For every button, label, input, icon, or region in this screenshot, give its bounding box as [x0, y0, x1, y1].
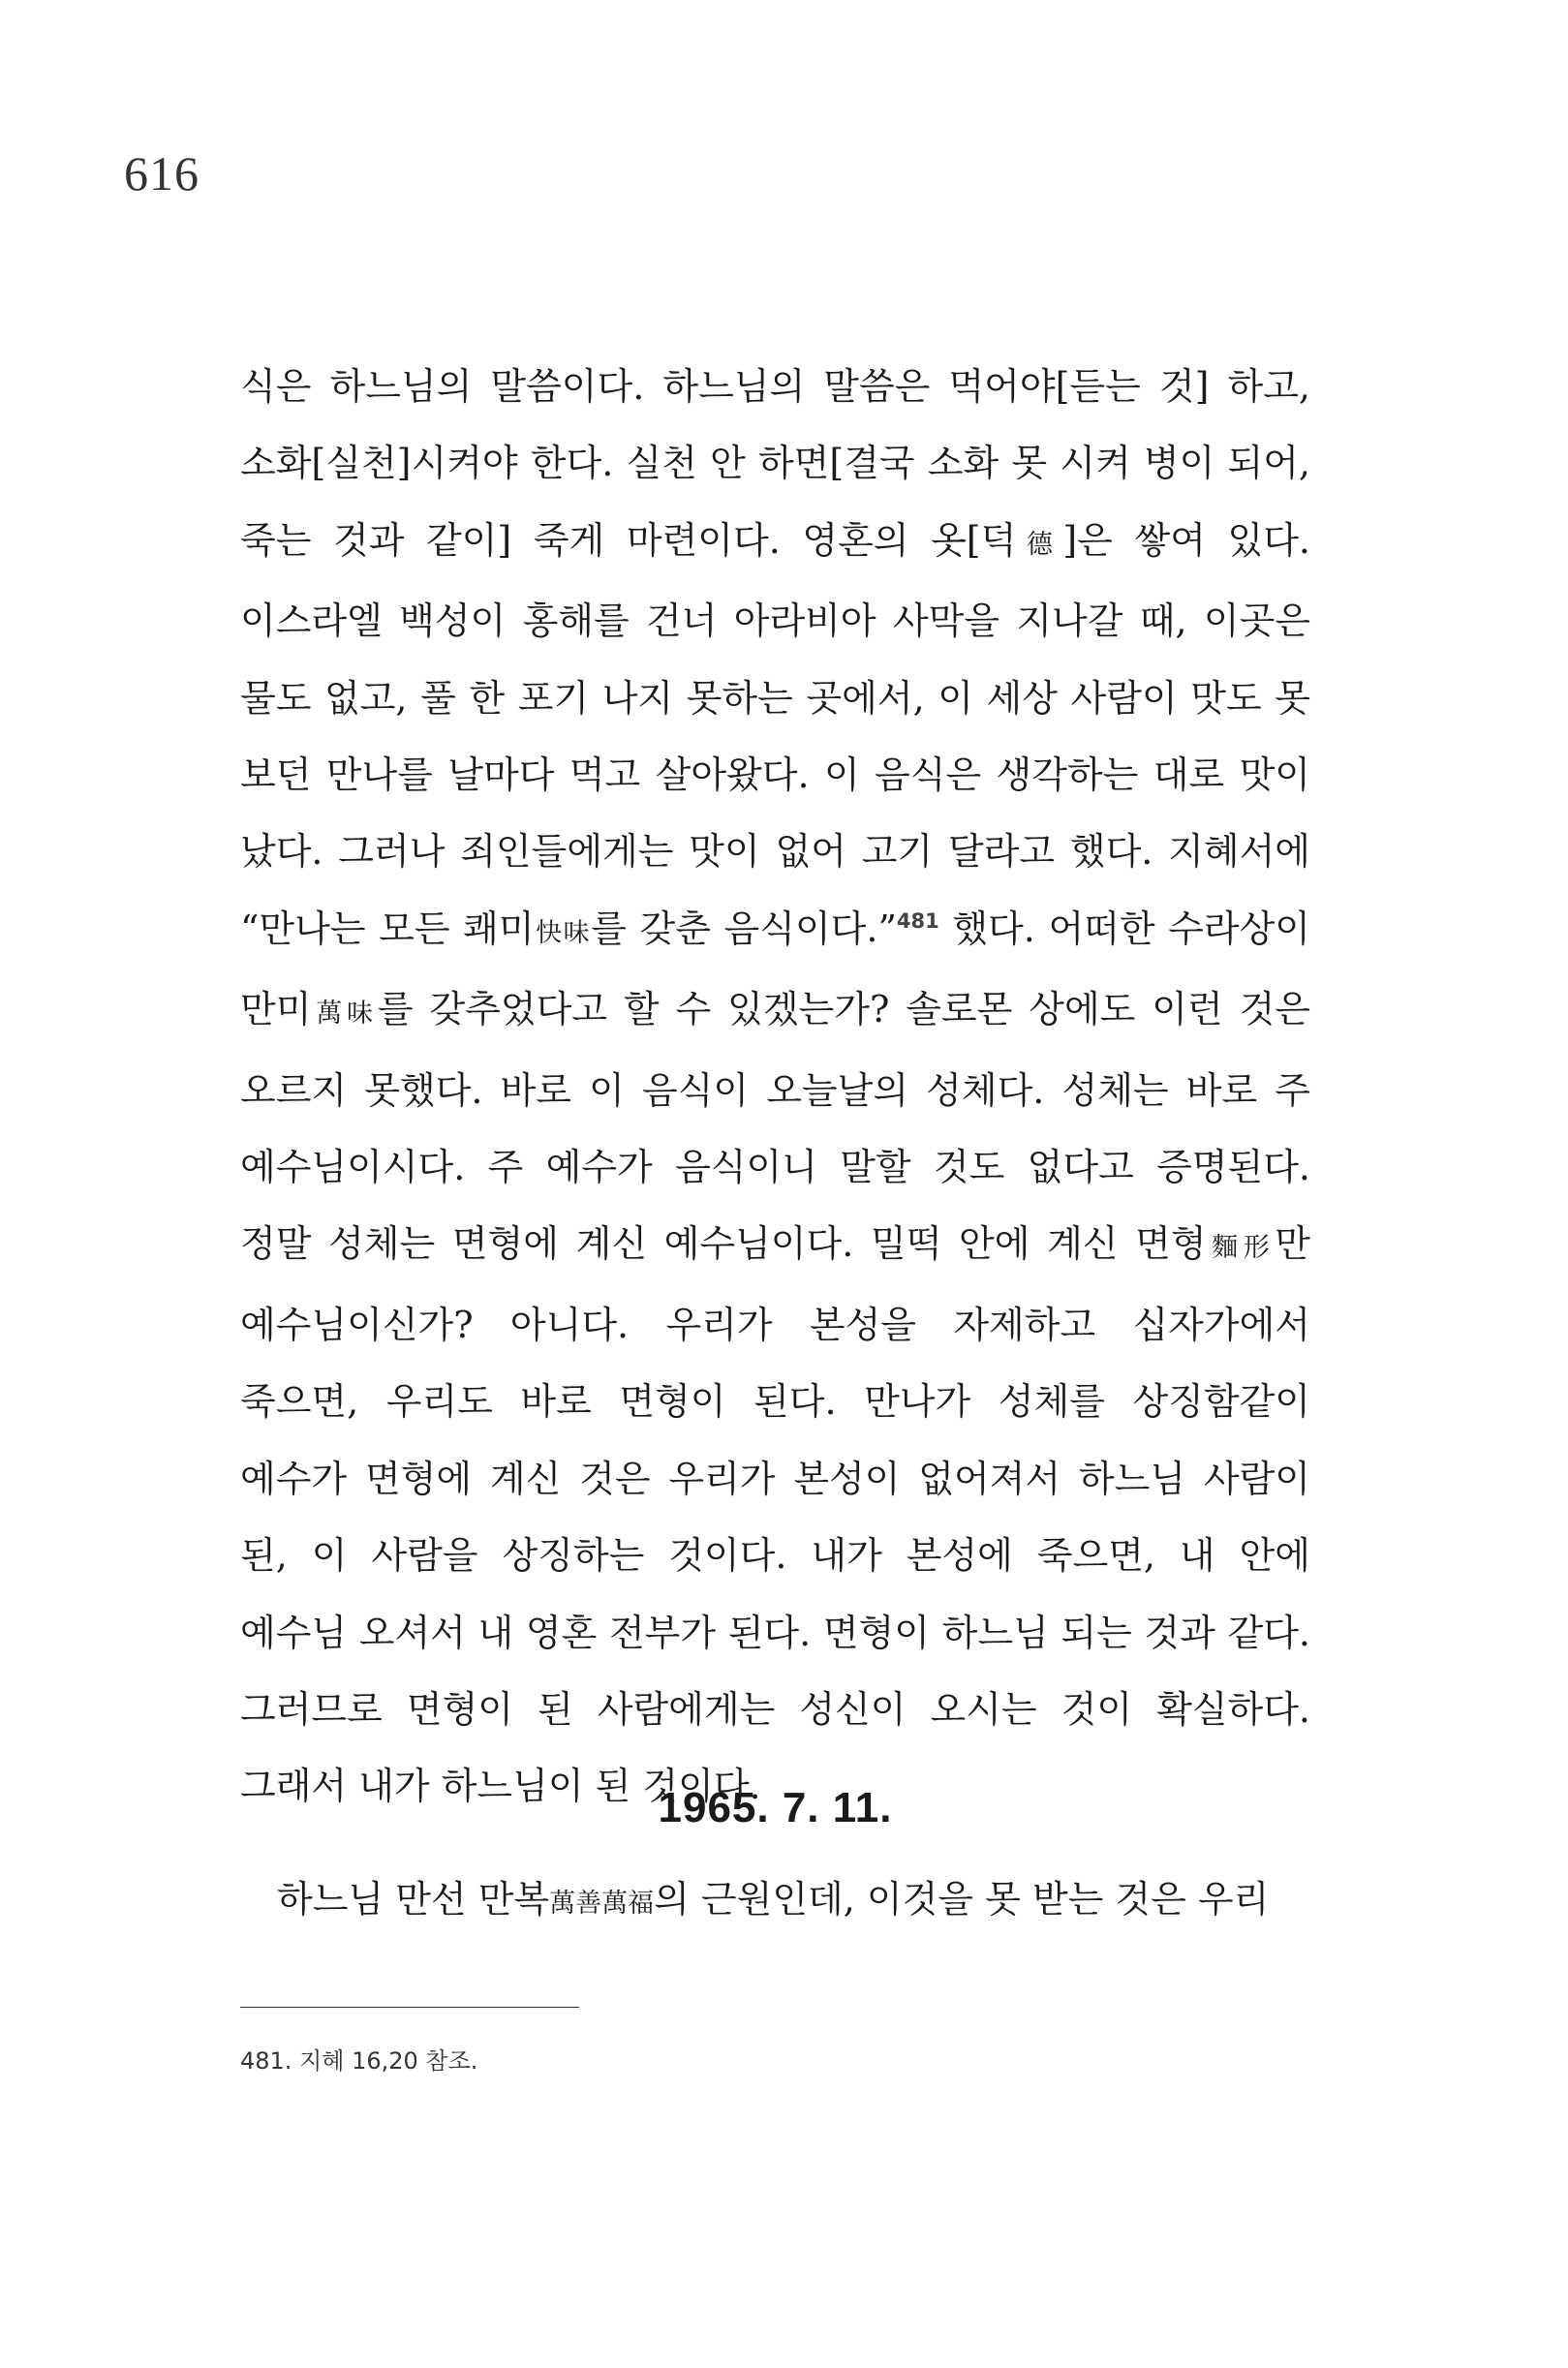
body-paragraph: [240, 349, 1310, 1826]
footnote: 481. 지혜 16,20 참조.: [240, 2047, 478, 2075]
hanja-gloss: 麵形: [1206, 1233, 1276, 1264]
page-number: 616: [124, 146, 200, 200]
body-text-segment: 를 갖추었다고 할 수 있겠는가? 솔로몬 상에도 이런 것은 오르지 못했다. 바로 이 음식이 오늘날의 성체다. 성체는 바로 주 예수님이시다. 주 예수가 음식이니 말할 것도 없다고 증명된다. 정말 성체는 면형에 계신 예수님이다. 밀떡 안에 계신 면형: [240, 988, 1310, 1266]
body-text-segment: 만 예수님이신가? 아니다. 우리가 본성을 자제하고 십자가에서 죽으면, 우리도 바로 면형이 된다. 만나가 성체를 상징함같이 예수가 면형에 계신 것은 우리가 본성이 없어져서 하느님 사람이 된, 이 사람을 상징하는 것이다. 내가 본성에 죽으면, 내 안에 예수님 오셔서 내 영혼 전부가 된다. 면형이 하느님 되는 것과 같다. 그러므로 면형이 된 사람에게는 성신이 오시는 것이 확실하다. 그래서 내가 하느님이 된 것이다.: [240, 1222, 1311, 1808]
date-heading: 1965. 7. 11.: [658, 1784, 893, 1831]
hanja-gloss: 快味: [534, 917, 592, 948]
body-text-segment: 식은 하느님의 말씀이다. 하느님의 말씀은 먹어야[듣는 것] 하고, 소화[실천]시켜야 한다. 실천 안 하면[결국 소화 못 시켜 병이 되어, 죽는 것과 같이] 죽게 마련이다. 영혼의 옷[덕: [240, 365, 1310, 562]
footnote-divider: [240, 2007, 579, 2008]
body-text-segment: 를 갖춘 음식이다.”: [591, 907, 897, 950]
hanja-gloss: 萬味: [311, 999, 378, 1030]
body-text-segment: ]은 쌓여 있다. 이스라엘 백성이 홍해를 건너 아라비아 사막을 지나갈 때, 이곳은 물도 없고, 풀 한 포기 나지 못하는 곳에서, 이 세상 사람이 맛도 못 보던 만나를 날마다 먹고 살아왔다. 이 음식은 생각하는 대로 맛이 났다. 그러나 죄인들에게는 맛이 없어 고기 달라고 했다. 지혜서에 “만나는 모든 쾌미: [240, 518, 1310, 950]
hanja-gloss: 德: [1016, 529, 1063, 560]
body-text-segment: 의 근원인데, 이것을 못 받는 것은 우리: [654, 1878, 1270, 1921]
hanja-gloss: 萬善萬福: [549, 1889, 655, 1919]
body-text-segment: 하느님 만선 만복: [277, 1878, 550, 1921]
second-paragraph: [240, 1861, 1310, 1942]
footnote-reference[interactable]: 481: [896, 908, 939, 933]
body-text-segment: 했다. 어떠한 수라상이 만미: [240, 907, 1311, 1031]
